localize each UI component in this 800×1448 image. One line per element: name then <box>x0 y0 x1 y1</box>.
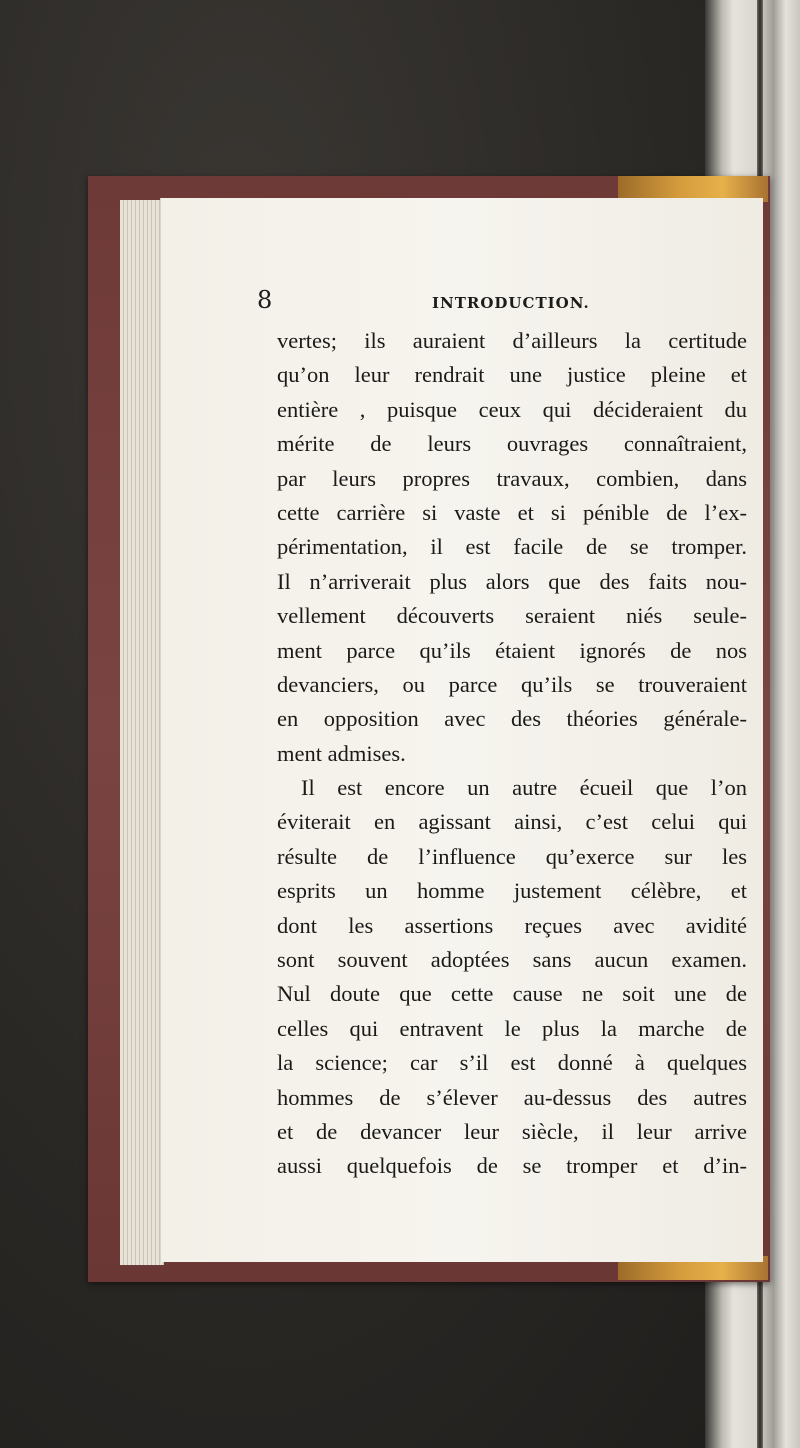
text-line: vertes; ils auraient d’ailleurs la certitude <box>277 328 747 353</box>
text-line: hommes de s’élever au-dessus des autres <box>277 1084 747 1110</box>
text-line: la science; car s’il est donné à quelques <box>277 1050 747 1076</box>
text-line: et de devancer leur siècle, il leur arrive <box>277 1118 747 1144</box>
text-line: aussi quelquefois de se tromper et d’in- <box>277 1153 747 1179</box>
text-line: Nul doute que cette cause ne soit une de <box>277 981 747 1007</box>
text-line: par leurs propres travaux, combien, dans <box>277 465 747 491</box>
body-text <box>277 324 747 1184</box>
page-stack <box>120 200 164 1265</box>
text-line: Il est encore un autre écueil que l’on <box>301 775 747 801</box>
text-line: esprits un homme justement célèbre, et <box>277 878 747 904</box>
running-title: INTRODUCTION. <box>432 294 590 312</box>
book-page <box>160 198 763 1262</box>
text-line: Il n’arriverait plus alors que des faits nou- <box>277 568 747 594</box>
text-line: éviterait en agissant ainsi, c’est celui qui <box>277 809 747 835</box>
text-line: résulte de l’influence qu’exerce sur les <box>277 843 747 869</box>
page-number: 8 <box>257 286 273 314</box>
text-line: périmentation, il est facile de se tromper. <box>277 534 747 560</box>
text-line: vellement découverts seraient niés seule- <box>277 603 747 629</box>
text-line: entière , puisque ceux qui décideraient du <box>277 396 747 422</box>
text-line: ment parce qu’ils étaient ignorés de nos <box>277 637 747 663</box>
text-line: qu’on leur rendrait une justice pleine et <box>277 362 747 388</box>
text-line: devanciers, ou parce qu’ils se trouveraient <box>277 671 747 697</box>
page-header <box>161 288 763 312</box>
text-line: celles qui entravent le plus la marche de <box>277 1015 747 1041</box>
text-line: mérite de leurs ouvrages connaîtraient, <box>277 431 747 457</box>
text-line: dont les assertions reçues avec avidité <box>277 912 747 938</box>
text-line: sont souvent adoptées sans aucun examen. <box>277 947 747 973</box>
text-line: en opposition avec des théories générale- <box>277 706 747 732</box>
text-line: cette carrière si vaste et si pénible de l’ex- <box>277 499 747 525</box>
text-line: ment admises. <box>277 740 406 766</box>
